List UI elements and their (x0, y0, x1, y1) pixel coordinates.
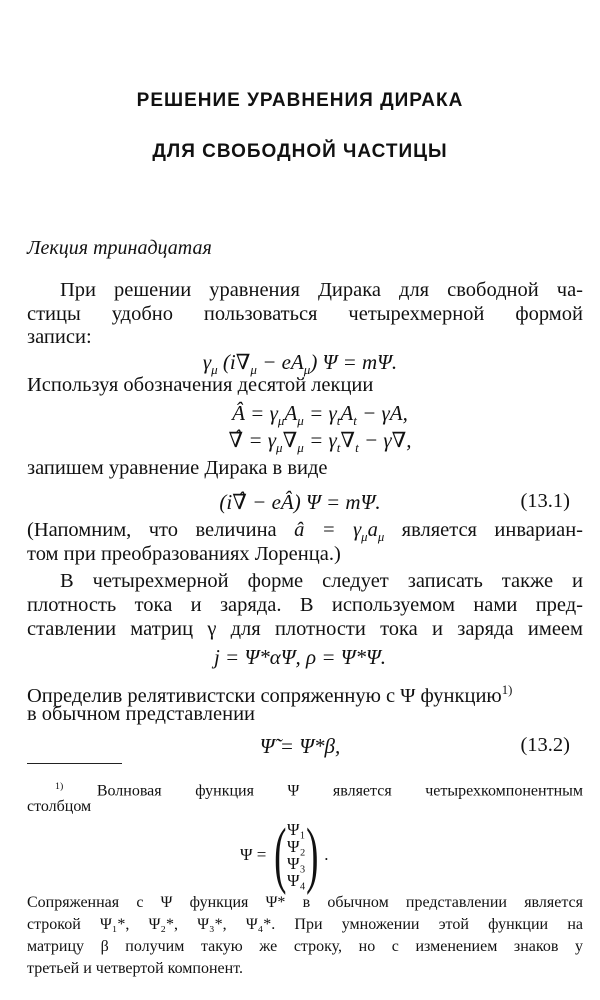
equation-13-1 (0, 489, 600, 515)
matrix-lhs: Ψ = (240, 845, 267, 864)
math-subscript: μ (250, 362, 257, 378)
text-line: ставлении матриц γ для плотности тока и заряда имеем (27, 618, 583, 640)
math-term: ) Ψ = mΨ. (310, 350, 398, 374)
math-subscript: μ (303, 362, 311, 378)
footnote-line: третьей и четвертой компонент. (27, 960, 243, 977)
math-term: A (284, 401, 298, 425)
text-line: стицы удобно пользоваться четырехмерной формой (27, 303, 583, 325)
math-term: A (340, 401, 354, 425)
math-subscript: t (336, 413, 341, 429)
text-line: плотность тока и заряда. В используемом нами пред- (27, 594, 583, 616)
math-term: j = Ψ*αΨ, ρ = Ψ*Ψ. (213, 645, 387, 669)
text-fragment: является инвариан- (401, 519, 584, 541)
math-term: − γA, (356, 401, 408, 425)
math-subscript: μ (211, 362, 218, 378)
left-paren: ( (274, 814, 287, 896)
math-term: (i∇̂ − eÂ) Ψ = mΨ. (219, 490, 381, 514)
component: Ψ₄ (287, 871, 306, 890)
footnote-line: Сопряженная с Ψ функция Ψ* в обычном представлении является (27, 894, 583, 911)
math-subscript: t (336, 440, 341, 456)
math-subscript: μ (277, 413, 285, 429)
footnote-line: столбцом (27, 798, 92, 815)
chapter-title-line-1: РЕШЕНИЕ УРАВНЕНИЯ ДИРАКА (136, 90, 464, 111)
right-paren: ) (305, 814, 319, 896)
math-term: − eA (256, 350, 304, 374)
chapter-title-line-2: ДЛЯ СВОБОДНОЙ ЧАСТИЦЫ (152, 141, 448, 162)
lecture-heading: Лекция тринадцатая (27, 237, 212, 259)
math-term: ∇ (340, 428, 356, 452)
component: Ψ₁ (287, 820, 306, 839)
text-line: Используя обозначения десятой лекции (27, 374, 374, 396)
text-fragment: (Напомним, что величина (27, 519, 277, 541)
math-subscript: μ (361, 530, 368, 545)
equation-number: (13.1) (520, 490, 570, 512)
math-term: ∇̂ = γ (228, 428, 277, 452)
component: Ψ₂ (287, 837, 306, 856)
text-line: запишем уравнение Дирака в виде (27, 457, 328, 479)
text-line: записи: (27, 326, 92, 348)
math-subscript: t (353, 413, 357, 429)
math-term: γ (202, 350, 212, 374)
equation-13-2 (0, 733, 600, 759)
math-term: = γ (303, 428, 337, 452)
inline-math (294, 519, 385, 545)
footnote-line: строкой Ψ₁*, Ψ₂*, Ψ₃*, Ψ₄*. При умножении этой функции на (27, 916, 583, 933)
text-line: в обычном представлении (27, 703, 256, 725)
text-fragment: Волновая функция Ψ является четырехкомпонентным (96, 782, 584, 800)
math-subscript: t (355, 440, 359, 456)
math-term: â = γ (294, 519, 362, 541)
math-term: Ψ̃ = Ψ*β, (259, 734, 341, 758)
equation-number: (13.2) (520, 734, 570, 756)
math-term: (i∇ (217, 350, 251, 374)
footnote-mark: 1) (55, 781, 64, 792)
math-term: ∇ (282, 428, 298, 452)
footnote-divider (27, 763, 122, 764)
text-line: том при преобразованиях Лоренца.) (27, 543, 341, 565)
component: Ψ₃ (287, 854, 306, 873)
text-line: При решении уравнения Дирака для свободной ча- (60, 279, 583, 301)
text-fragment: Определив релятивистски сопряженную с Ψ функцию (27, 684, 502, 707)
math-subscript: μ (276, 440, 283, 456)
math-term: Â = γ (232, 401, 278, 425)
math-subscript: μ (297, 413, 304, 429)
footnote-line: матрицу β получим такую же строку, но с изменением знаков у (27, 938, 583, 955)
math-term: = γ (303, 401, 337, 425)
equation-current-density (0, 644, 600, 670)
text-line: В четырехмерной форме следует записать также и (60, 570, 583, 592)
psi-column-matrix: Ψ = ( Ψ₁ Ψ₂ Ψ₃ Ψ₄ ) . (240, 814, 329, 896)
math-term: − γ∇, (358, 428, 412, 452)
math-subscript: μ (297, 440, 304, 456)
math-term: a (367, 519, 378, 541)
math-subscript: μ (377, 530, 385, 545)
footnote-ref: 1) (501, 683, 513, 697)
